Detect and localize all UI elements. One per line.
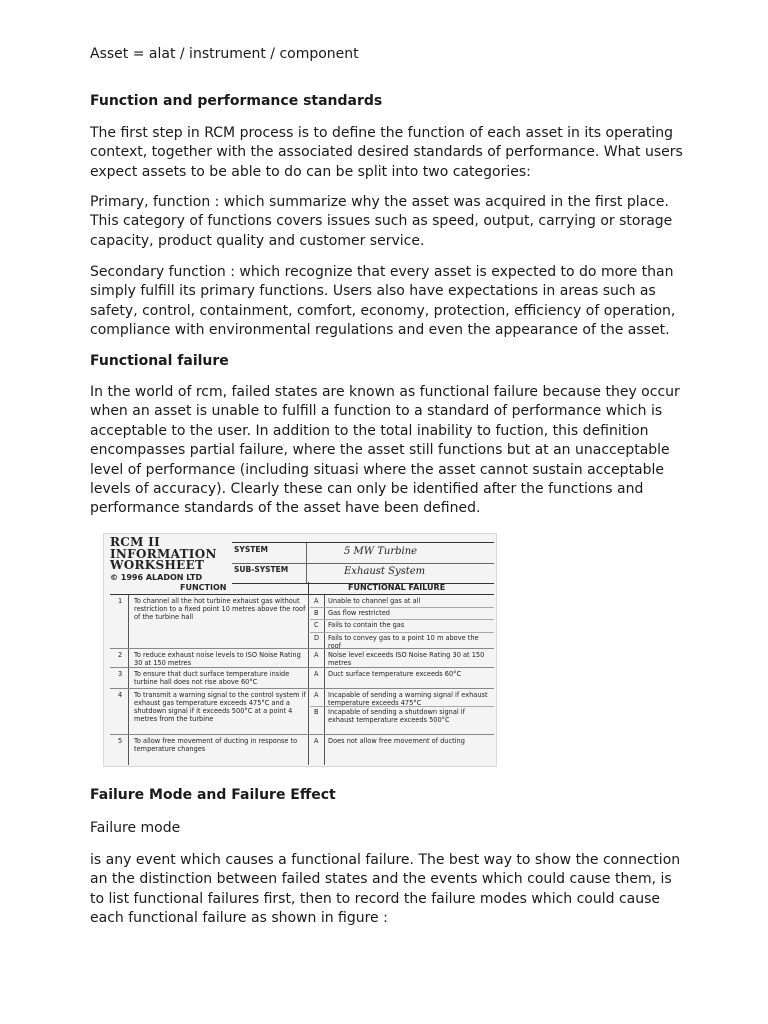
failure-letter: A — [314, 597, 319, 605]
text-line: Primary, function : which summarize why the asset was acquired in the first place. — [90, 194, 669, 210]
text-line: compliance with environmental regulations and even the appearance of the asset. — [90, 322, 670, 339]
functional-failure-description: Noise level exceeds ISO Noise Rating 30 at 150 metres — [328, 651, 485, 667]
text-line: to list functional failures first, then to record the failure modes which could cause — [90, 890, 661, 907]
functional-failure-description: Unable to channel gas at all — [328, 597, 421, 605]
subsystem-value: Exhaust System — [344, 566, 426, 577]
column-rule — [308, 595, 309, 765]
functional-failure-description: Does not allow free movement of ducting — [328, 737, 465, 745]
text-line: encompasses partial failure, where the asset still functions but at an unacceptable — [90, 442, 670, 459]
function-description: To transmit a warning signal to the control system if exhaust gas temperature exceeds 475°C and a shutdown signal if it exceeds 500°C at a point 4 metres from the turbine — [134, 691, 306, 723]
failure-letter: A — [314, 651, 319, 659]
failure-letter: B — [314, 609, 319, 617]
column-header-functional-failure: FUNCTIONAL FAILURE — [348, 583, 446, 592]
system-value: 5 MW Turbine — [344, 546, 418, 557]
row-divider — [110, 667, 494, 668]
row-divider — [110, 688, 494, 689]
heading-function-performance: Function and performance standards — [90, 93, 383, 109]
text-line: levels of accuracy). Clearly these can only be identified after the functions and — [90, 481, 644, 498]
functional-failure-description: Fails to convey gas to a point 10 m above the roof — [328, 634, 479, 650]
column-rule — [324, 595, 325, 765]
function-number: 4 — [118, 691, 123, 699]
text-line: is any event which causes a functional failure. The best way to show the connection — [90, 852, 681, 868]
text-line: when an asset is unable to fulfill a function to a standard of performance which is — [90, 403, 663, 420]
function-number: 3 — [118, 670, 123, 678]
worksheet-column-headers — [110, 582, 494, 595]
failure-letter: A — [314, 691, 319, 699]
failure-divider — [310, 607, 494, 608]
text-line: expect assets to be able to do can be split into two categories: — [90, 163, 531, 180]
subsystem-label: SUB-SYSTEM — [234, 565, 289, 574]
text-line: capacity, product quality and customer service. — [90, 232, 425, 249]
failure-letter: B — [314, 708, 319, 716]
worksheet-logo — [110, 537, 232, 583]
text-line: This category of functions covers issues such as speed, output, carrying or storage — [90, 213, 673, 230]
function-number: 1 — [118, 597, 123, 605]
paragraph-rcm-first-step — [90, 124, 690, 182]
text-line: The first step in RCM process is to define the function of each asset in its operating — [90, 125, 674, 141]
functional-failure-description: Duct surface temperature exceeds 60°C — [328, 670, 462, 678]
function-description: To reduce exhaust noise levels to ISO Noise Rating 30 at 150 metres — [134, 651, 301, 667]
text-line: each functional failure as shown in figure : — [90, 910, 388, 927]
functional-failure-description: Incapable of sending a shutdown signal if exhaust temperature exceeds 500°C — [328, 708, 465, 724]
heading-functional-failure: Functional failure — [90, 353, 229, 369]
row-divider — [110, 648, 494, 649]
text-line: level of performance (including situasi where the asset cannot sustain acceptable — [90, 461, 665, 478]
failure-letter: A — [314, 737, 319, 745]
logo-line: RCM II — [110, 535, 161, 549]
heading-failure-mode-effect: Failure Mode and Failure Effect — [90, 787, 336, 803]
failure-divider — [310, 619, 494, 620]
text-line: acceptable to the user. In addition to the total inability to fuction, this definition — [90, 422, 649, 439]
function-description: To channel all the hot turbine exhaust gas without restriction to a fixed point 10 metres above the roof of the turbine hall — [134, 597, 306, 621]
failure-letter: C — [314, 621, 319, 629]
failure-divider — [310, 706, 494, 707]
failure-letter: A — [314, 670, 319, 678]
text-line: Secondary function : which recognize that every asset is expected to do more than — [90, 264, 674, 280]
rcm-worksheet-figure — [103, 533, 497, 767]
functional-failure-description: Gas flow restricted — [328, 609, 390, 617]
text-line: context, together with the associated desired standards of performance. What users — [90, 144, 683, 161]
column-divider — [308, 582, 309, 594]
text-line: performance standards of the asset have been defined. — [90, 500, 481, 517]
logo-line: WORKSHEET — [110, 558, 205, 572]
failure-divider — [310, 632, 494, 633]
functional-failure-description: Incapable of sending a warning signal if exhaust temperature exceeds 475°C — [328, 691, 488, 707]
subheading-failure-mode: Failure mode — [90, 820, 181, 836]
asset-definition: Asset = alat / instrument / component — [90, 46, 359, 62]
failure-letter: D — [314, 634, 320, 642]
paragraph-failure-mode — [90, 851, 690, 929]
column-header-function: FUNCTION — [180, 583, 227, 592]
copyright-notice: © 1996 ALADON LTD — [110, 572, 203, 582]
paragraph-functional-failure — [90, 383, 690, 519]
function-number: 2 — [118, 651, 123, 659]
functional-failure-description: Fails to contain the gas — [328, 621, 405, 629]
text-line: safety, control, containment, comfort, economy, protection, efficiency of operation, — [90, 302, 676, 319]
text-line: an the distinction between failed states and the events which could cause them, is — [90, 871, 672, 888]
text-line: In the world of rcm, failed states are known as functional failure because they occur — [90, 384, 680, 400]
paragraph-secondary-function — [90, 263, 690, 341]
function-description: To allow free movement of ducting in response to temperature changes — [134, 737, 298, 753]
function-number: 5 — [118, 737, 123, 745]
worksheet-header — [232, 542, 494, 584]
logo-line: INFORMATION — [110, 546, 217, 561]
row-divider — [110, 734, 494, 735]
text-line: simply fulfill its primary functions. Users also have expectations in areas such as — [90, 283, 656, 300]
paragraph-primary-function — [90, 193, 690, 251]
subsystem-row — [232, 563, 494, 583]
column-rule — [128, 595, 129, 765]
worksheet-body — [110, 595, 494, 765]
function-description: To ensure that duct surface temperature inside turbine hall does not rise above 60°C — [134, 670, 290, 686]
system-row — [232, 543, 494, 564]
system-label: SYSTEM — [234, 545, 268, 554]
